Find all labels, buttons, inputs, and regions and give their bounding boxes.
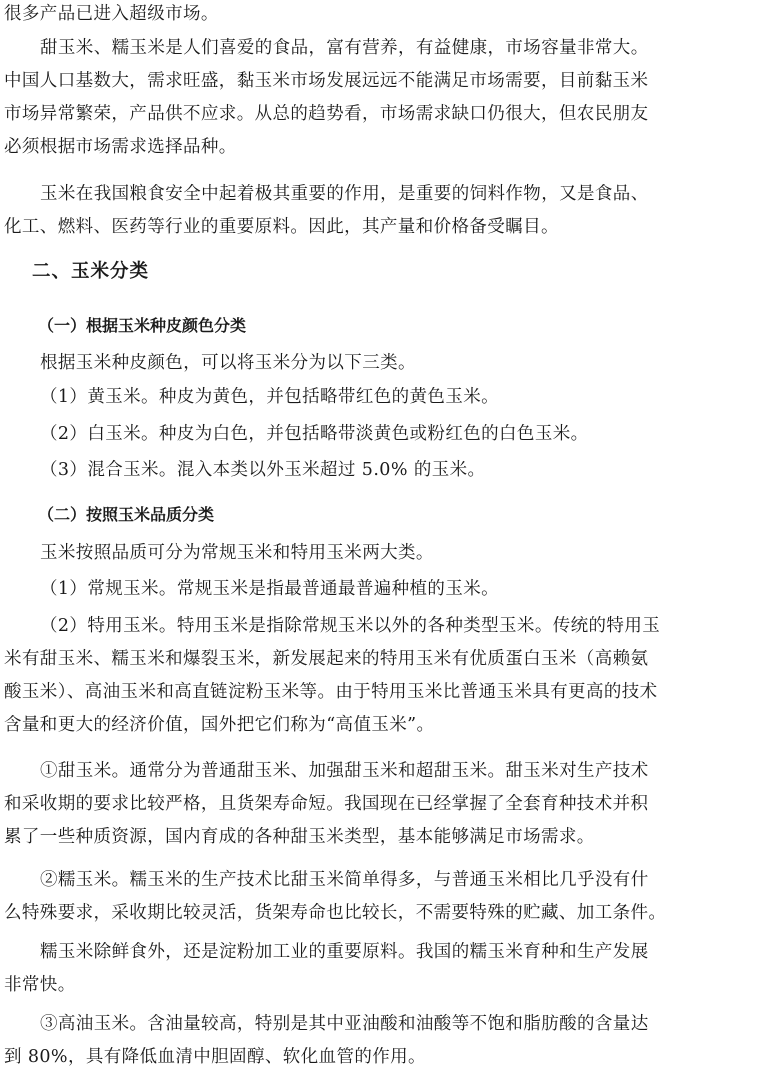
text-line: 甜玉米、糯玉米是人们喜爱的食品，富有营养，有益健康，市场容量非常大。 — [40, 38, 649, 58]
paragraph-waxy-uses — [4, 941, 750, 996]
paragraph-quality-intro — [4, 542, 750, 564]
text-line: （1）常规玉米。常规玉米是指最普通最普遍种植的玉米。 — [40, 579, 500, 599]
subsection-title: （二）按照玉米品质分类 — [38, 505, 215, 524]
paragraph-intro-tail — [4, 3, 750, 25]
paragraph-waxy-corn — [4, 869, 750, 924]
list-item-white — [4, 423, 750, 445]
text-line: ③高油玉米。含油量较高，特别是其中亚油酸和油酸等不饱和脂肪酸的含量达 — [40, 1014, 649, 1034]
text-line: 糯玉米除鲜食外，还是淀粉加工业的重要原料。我国的糯玉米育种和生产发展 — [40, 942, 649, 962]
text-line: 化工、燃料、医药等行业的重要原料。因此，其产量和价格备受瞩目。 — [4, 217, 559, 237]
list-item-regular — [4, 578, 750, 600]
text-line: 累了一些种质资源，国内育成的各种甜玉米类型，基本能够满足市场需求。 — [4, 827, 595, 847]
text-line: （1）黄玉米。种皮为黄色，并包括略带红色的黄色玉米。 — [40, 387, 500, 407]
paragraph-color-intro — [4, 352, 750, 374]
text-line: 到 80%，具有降低血清中胆固醇、软化血管的作用。 — [4, 1047, 426, 1067]
text-line: 酸玉米）、高油玉米和高直链淀粉玉米等。由于特用玉米比普通玉米具有更高的技术 — [4, 682, 658, 702]
text-line: 很多产品已进入超级市场。 — [4, 4, 219, 24]
list-item-yellow — [4, 386, 750, 408]
text-line: （2）白玉米。种皮为白色，并包括略带淡黄色或粉红色的白色玉米。 — [40, 424, 589, 444]
text-line: ②糯玉米。糯玉米的生产技术比甜玉米简单得多，与普通玉米相比几乎没有什 — [40, 870, 649, 890]
paragraph-sweet-waxy-market — [4, 37, 750, 158]
list-item-mixed — [4, 459, 750, 481]
text-line: 么特殊要求，采收期比较灵活，货架寿命也比较长，不需要特殊的贮藏、加工条件。 — [4, 903, 667, 923]
paragraph-sweet-corn — [4, 760, 750, 848]
text-line: 必须根据市场需求选择品种。 — [4, 137, 237, 157]
text-line: 市场异常繁荣，产品供不应求。从总的趋势看，市场需求缺口仍很大，但农民朋友 — [4, 104, 649, 124]
subsection-heading-color — [4, 315, 750, 337]
paragraph-food-security — [4, 183, 750, 238]
paragraph-high-oil — [4, 1013, 750, 1068]
text-line: ①甜玉米。通常分为普通甜玉米、加强甜玉米和超甜玉米。甜玉米对生产技术 — [40, 761, 649, 781]
text-line: 中国人口基数大，需求旺盛，黏玉米市场发展远远不能满足市场需要，目前黏玉米 — [4, 71, 649, 91]
text-line: 根据玉米种皮颜色，可以将玉米分为以下三类。 — [40, 353, 416, 373]
text-line: 含量和更大的经济价值，国外把它们称为“高值玉米”。 — [4, 715, 435, 735]
text-line: 非常快。 — [4, 975, 76, 995]
section-heading — [4, 261, 750, 283]
subsection-title: （一）根据玉米种皮颜色分类 — [38, 316, 247, 335]
text-line: （3）混合玉米。混入本类以外玉米超过 5.0% 的玉米。 — [40, 460, 486, 480]
text-line: （2）特用玉米。特用玉米是指除常规玉米以外的各种类型玉米。传统的特用玉 — [40, 616, 661, 636]
subsection-heading-quality — [4, 504, 750, 526]
list-item-special — [4, 615, 750, 736]
text-line: 米有甜玉米、糯玉米和爆裂玉米，新发展起来的特用玉米有优质蛋白玉米（高赖氨 — [4, 649, 649, 669]
text-line: 玉米按照品质可分为常规玉米和特用玉米两大类。 — [40, 543, 434, 563]
text-line: 和采收期的要求比较严格，且货架寿命短。我国现在已经掌握了全套育种技术并积 — [4, 794, 649, 814]
text-line: 玉米在我国粮食安全中起着极其重要的作用，是重要的饲料作物，又是食品、 — [40, 184, 649, 204]
section-title: 二、玉米分类 — [32, 261, 150, 282]
